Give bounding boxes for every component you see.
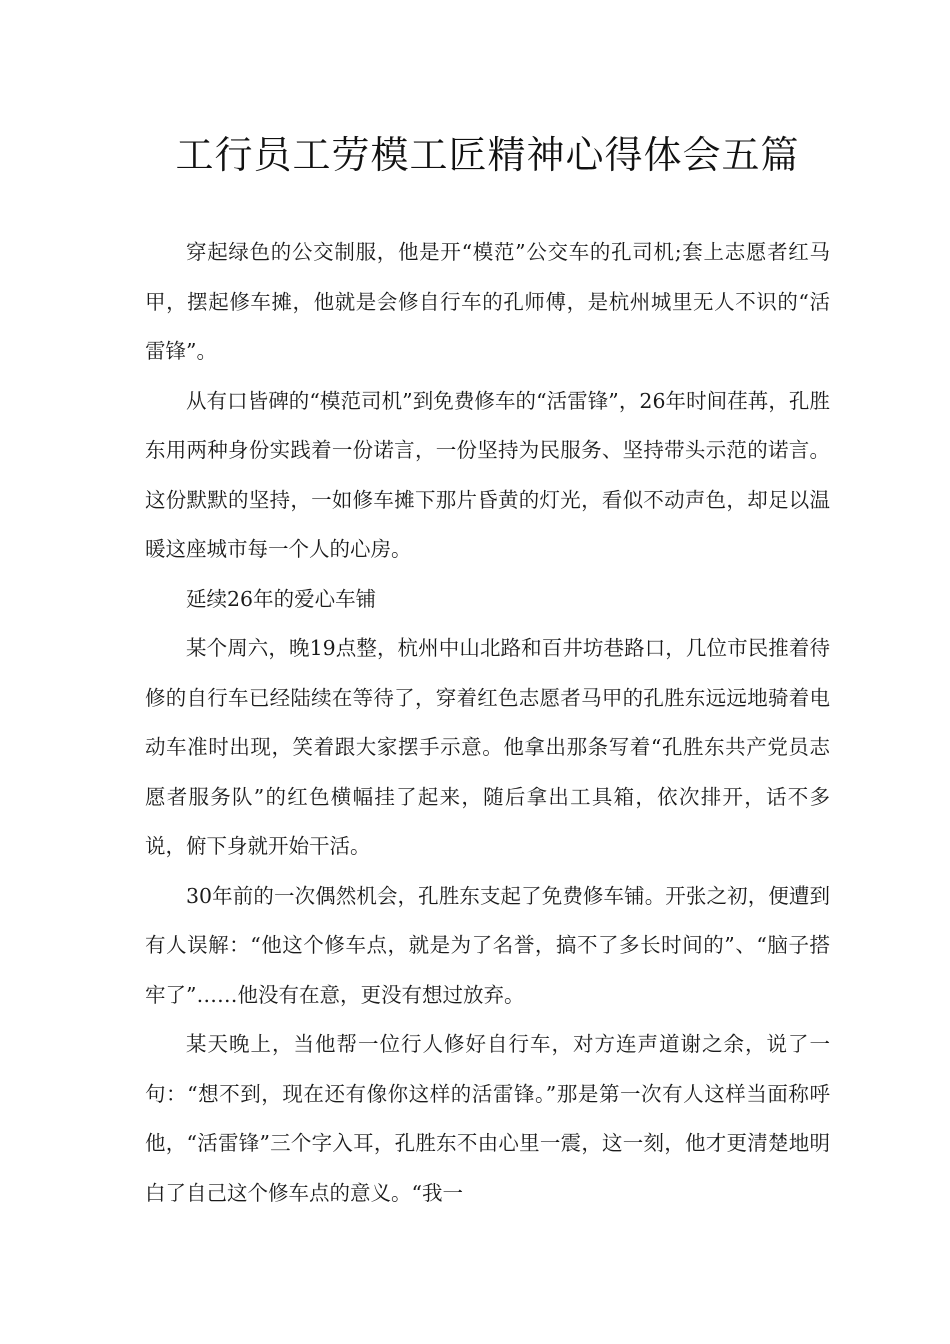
paragraph: 穿起绿色的公交制服，他是开“模范”公交车的孔司机;套上志愿者红马甲，摆起修车摊，他就是会修自行车的孔师傅，是杭州城里无人不识的“活雷锋”。: [145, 240, 830, 363]
paragraph: 某天晚上，当他帮一位行人修好自行车，对方连声道谢之余，说了一句：“想不到，现在还有像你这样的活雷锋。”那是第一次有人这样当面称呼他，“活雷锋”三个字入耳，孔胜东不由心里一震，这一刻，他才更清楚地明白了自己这个修车点的意义。“我一: [145, 1032, 830, 1205]
section-heading: 延续26年的爱心车铺: [186, 586, 377, 611]
paragraph: 某个周六，晚19点整，杭州中山北路和百井坊巷路口，几位市民推着待修的自行车已经陆续在等待了，穿着红色志愿者马甲的孔胜东远远地骑着电动车准时出现，笑着跟大家摆手示意。他拿出那条写着“孔胜东共产党员志愿者服务队”的红色横幅挂了起来，随后拿出工具箱，依次排开，话不多说，俯下身就开始干活。: [145, 636, 830, 858]
paragraph: 从有口皆碑的“模范司机”到免费修车的“活雷锋”，26年时间荏苒，孔胜东用两种身份实践着一份诺言，一份坚持为民服务、坚持带头示范的诺言。这份默默的坚持，一如修车摊下那片昏黄的灯光，看似不动声色，却足以温暖这座城市每一个人的心房。: [145, 388, 830, 561]
document-body: [145, 228, 830, 1218]
paragraph: 30年前的一次偶然机会，孔胜东支起了免费修车铺。开张之初，便遭到有人误解：“他这个修车点，就是为了名誉，搞不了多长时间的”、“脑子搭牢了”……他没有在意，更没有想过放弃。: [145, 883, 830, 1007]
document-title: 工行员工劳模工匠精神心得体会五篇: [175, 133, 800, 177]
